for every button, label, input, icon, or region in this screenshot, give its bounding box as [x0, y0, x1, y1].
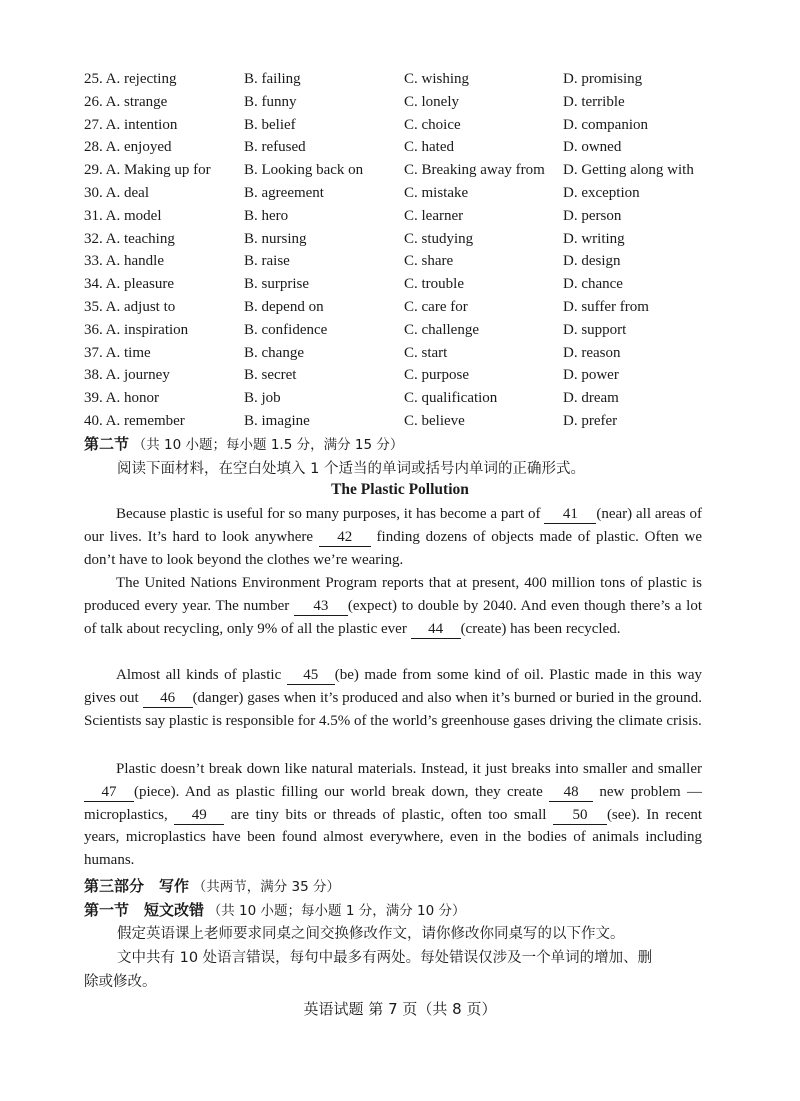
passage-text: (danger) gases when it’s produced and also when it’s burned or buried in the ground. Scientists say plastic is responsible for 4.5% of the world’s greenhouse gases driving the climate crisis.	[84, 689, 702, 729]
part-3-section-1-label: 第一节 短文改错	[84, 901, 205, 919]
option-d: D. dream	[563, 390, 619, 407]
option-d: D. design	[563, 253, 621, 270]
blank-45[interactable]: 45	[287, 666, 335, 685]
option-a: 30. A. deal	[84, 184, 149, 201]
option-c: C. lonely	[404, 93, 459, 110]
option-b: B. hero	[244, 207, 289, 224]
option-c: C. Breaking away from	[404, 162, 545, 179]
option-d: D. owned	[563, 139, 622, 156]
option-d: D. exception	[563, 184, 640, 201]
option-b: B. funny	[244, 93, 297, 110]
option-d: D. companion	[563, 116, 648, 133]
passage-text: (create) has been recycled.	[460, 620, 621, 637]
option-a: 28. A. enjoyed	[84, 139, 172, 156]
option-a: 34. A. pleasure	[84, 276, 174, 293]
passage-paragraph-2	[84, 572, 702, 640]
blank-46[interactable]: 46	[143, 689, 193, 708]
option-c: C. care for	[404, 298, 468, 315]
part-3-heading	[84, 875, 340, 896]
option-row	[84, 205, 713, 228]
option-d: D. chance	[563, 276, 623, 293]
option-d: D. power	[563, 367, 619, 384]
option-b: B. imagine	[244, 412, 310, 429]
option-d: D. prefer	[563, 412, 618, 429]
option-a: 25. A. rejecting	[84, 71, 177, 87]
option-a: 36. A. inspiration	[84, 321, 189, 338]
passage-text: new problem — microplastics,	[84, 783, 702, 823]
option-row	[84, 273, 713, 296]
option-d: D. support	[563, 321, 627, 338]
passage-text: The United Nations Environment Program reports that at present, 400 million tons of plastic is produced every year. The number	[84, 575, 702, 614]
passage-title: The Plastic Pollution	[331, 481, 469, 498]
option-c: C. choice	[404, 116, 461, 133]
part-3-section-1-heading	[84, 899, 465, 920]
option-a: 32. A. teaching	[84, 230, 175, 247]
option-d: D. promising	[563, 71, 643, 87]
passage-paragraph-1	[84, 503, 702, 571]
option-c: C. qualification	[404, 390, 498, 407]
option-row	[84, 228, 713, 251]
option-a: 37. A. time	[84, 344, 151, 361]
option-b: B. raise	[244, 253, 290, 270]
option-row	[84, 91, 713, 114]
option-c: C. share	[404, 253, 454, 270]
instruction-line-3: 除或修改。	[84, 974, 157, 990]
part-3-note: （共两节，满分 35 分）	[192, 879, 341, 895]
option-c: C. trouble	[404, 276, 464, 293]
passage-text: (expect) to double by 2040. And even though there’s a lot of talk about recycling, only 9% of all the plastic ever	[84, 597, 702, 637]
option-row	[84, 136, 713, 159]
option-a: 35. A. adjust to	[84, 298, 176, 315]
option-d: D. suffer from	[563, 298, 649, 315]
blank-48[interactable]: 48	[549, 783, 593, 802]
option-b: B. agreement	[244, 184, 324, 201]
passage-text: (be) made from some kind of oil. Plastic made in this way gives out	[84, 667, 702, 706]
blank-49[interactable]: 49	[174, 806, 224, 825]
part-3-label: 第三部分 写作	[84, 877, 190, 895]
option-d: D. reason	[563, 344, 621, 361]
option-c: C. challenge	[404, 321, 479, 338]
instruction-line-1: 假定英语课上老师要求同桌之间交换修改作文，请你修改你同桌写的以下作文。	[117, 926, 625, 942]
option-d: D. terrible	[563, 93, 625, 110]
option-d: D. writing	[563, 230, 625, 247]
option-c: C. hated	[404, 139, 454, 156]
instruction-line-2: 文中共有 10 处语言错误，每句中最多有两处。每处错误仅涉及一个单词的增加、删	[117, 950, 653, 966]
passage-paragraph-3	[84, 664, 702, 732]
option-a: 38. A. journey	[84, 367, 170, 384]
option-row	[84, 250, 713, 273]
option-c: C. purpose	[404, 367, 469, 384]
passage-text: Because plastic is useful for so many purposes, it has become a part of	[116, 506, 545, 522]
option-d: D. person	[563, 207, 622, 224]
passage-text: (see). In recent years, microplastics have been found almost everywhere, even in the bodies of animals including humans.	[84, 806, 702, 869]
option-a: 31. A. model	[84, 207, 162, 224]
option-b: B. depend on	[244, 298, 324, 315]
option-c: C. studying	[404, 230, 474, 247]
option-row	[84, 410, 713, 433]
blank-43[interactable]: 43	[294, 597, 348, 616]
blank-41[interactable]: 41	[544, 505, 596, 524]
section-2-label: 第二节	[84, 435, 130, 453]
option-a: 40. A. remember	[84, 412, 185, 429]
part-3-section-1-note: （共 10 小题；每小题 1 分，满分 10 分）	[207, 903, 466, 919]
option-row	[84, 296, 713, 319]
option-row	[84, 159, 713, 182]
option-c: C. start	[404, 344, 448, 361]
option-row	[84, 364, 713, 387]
option-row	[84, 319, 713, 342]
option-a: 29. A. Making up for	[84, 162, 211, 179]
option-c: C. believe	[404, 412, 465, 429]
section-2-instruction: 阅读下面材料，在空白处填入 1 个适当的单词或括号内单词的正确形式。	[117, 461, 585, 477]
option-c: C. mistake	[404, 184, 469, 201]
option-a: 33. A. handle	[84, 253, 164, 270]
option-row	[84, 342, 713, 365]
option-b: B. secret	[244, 367, 297, 384]
option-a: 27. A. intention	[84, 116, 178, 133]
option-a: 26. A. strange	[84, 93, 168, 110]
option-b: B. refused	[244, 139, 306, 156]
passage-text: (piece). And as plastic filling our world break down, they create	[134, 783, 550, 800]
option-c: C. wishing	[404, 71, 470, 87]
option-b: B. change	[244, 344, 304, 361]
option-c: C. learner	[404, 207, 464, 224]
option-d: D. Getting along with	[563, 162, 694, 179]
option-b: B. surprise	[244, 276, 309, 293]
blank-44[interactable]: 44	[411, 620, 461, 639]
option-b: B. nursing	[244, 230, 307, 247]
option-row	[84, 182, 713, 205]
option-b: B. belief	[244, 116, 296, 133]
passage-text: (near) all areas of our lives. It’s hard to look anywhere	[84, 506, 702, 545]
passage-paragraph-4	[84, 758, 702, 872]
option-b: B. Looking back on	[244, 162, 364, 179]
section-2-note: （共 10 小题；每小题 1.5 分，满分 15 分）	[132, 437, 404, 453]
option-row	[84, 68, 713, 91]
blank-50[interactable]: 50	[553, 806, 607, 825]
option-b: B. job	[244, 390, 281, 407]
passage-text: are tiny bits or threads of plastic, often too small	[224, 806, 553, 823]
page-footer: 英语试题 第 7 页（共 8 页）	[303, 1000, 497, 1018]
option-b: B. failing	[244, 71, 301, 87]
blank-47[interactable]: 47	[84, 783, 134, 802]
answer-options-list	[84, 68, 713, 433]
passage-text: finding dozens of objects made of plastic. Often we don’t have to look beyond the clothes we’re wearing.	[84, 528, 703, 568]
option-b: B. confidence	[244, 321, 328, 338]
option-a: 39. A. honor	[84, 390, 159, 407]
option-row	[84, 114, 713, 137]
blank-42[interactable]: 42	[319, 528, 371, 547]
passage-text: Almost all kinds of plastic	[116, 667, 287, 683]
passage-text: Plastic doesn’t break down like natural materials. Instead, it just breaks into smaller and smaller	[116, 761, 702, 777]
option-row	[84, 387, 713, 410]
section-2-heading	[84, 433, 403, 454]
